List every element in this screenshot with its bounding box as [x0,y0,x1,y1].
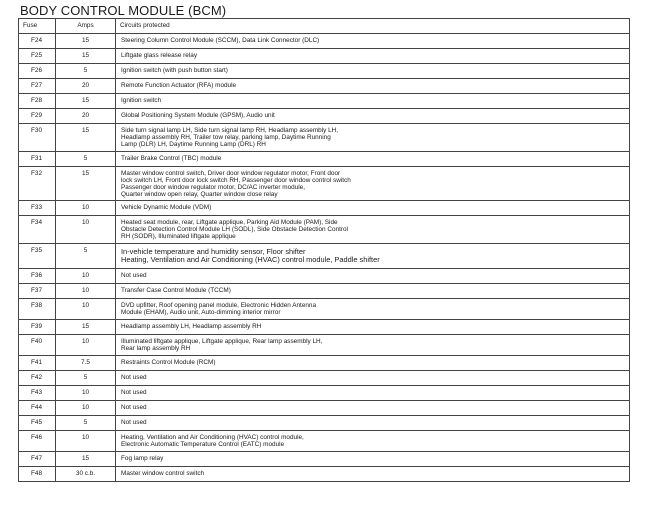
amps-cell: 15 [56,124,116,152]
circuit-line: Not used [121,374,147,381]
column-header-circuits: Circuits protected [116,19,630,34]
amps-cell: 5 [56,371,116,386]
table-row [19,386,630,401]
fuse-cell: F40 [19,335,56,356]
table-row [19,244,630,269]
circuits-cell [116,34,630,49]
fuse-cell: F48 [19,467,56,482]
circuits-cell [116,452,630,467]
circuits-cell [116,416,630,431]
amps-cell: 30 c.b. [56,467,116,482]
table-row [19,34,630,49]
circuit-line: Side turn signal lamp LH, Side turn signal lamp RH, Headlamp assembly LH, [121,127,339,134]
table-row [19,216,630,244]
amps-cell: 5 [56,64,116,79]
amps-cell: 5 [56,244,116,269]
circuit-line: Not used [121,404,147,411]
circuits-cell [116,167,630,201]
circuits-cell [116,386,630,401]
circuit-line: lock switch LH, Front door lock switch RH, Passenger door window control switch [121,176,351,184]
fuse-cell: F37 [19,284,56,299]
fuse-table-container [18,18,630,482]
circuits-cell [116,152,630,167]
fuse-cell: F26 [19,64,56,79]
amps-cell: 15 [56,49,116,64]
amps-cell: 15 [56,34,116,49]
table-row [19,452,630,467]
fuse-table-body [19,34,630,482]
fuse-cell: F39 [19,320,56,335]
table-row [19,284,630,299]
table-row [19,320,630,335]
fuse-cell: F47 [19,452,56,467]
fuse-cell: F36 [19,269,56,284]
circuit-line: Not used [121,389,147,396]
amps-cell: 15 [56,167,116,201]
circuit-line: Heating, Ventilation and Air Conditioning (HVAC) control module, Paddle shifter [121,254,380,264]
circuit-line: Fog lamp relay [121,455,164,462]
circuit-line: Illuminated liftgate applique, Liftgate applique, Rear lamp assembly LH, [121,338,323,345]
circuit-line: Heating, Ventilation and Air Conditioning (HVAC) control module, [121,434,304,441]
amps-cell: 10 [56,284,116,299]
amps-cell: 10 [56,269,116,284]
circuits-cell [116,79,630,94]
circuits-cell [116,64,630,79]
table-row [19,269,630,284]
circuit-line: Module (EHAM), Audio unit, Auto-dimming interior mirror [121,308,281,316]
fuse-cell: F35 [19,244,56,269]
table-row [19,79,630,94]
circuit-line: DVD upfitter, Roof opening panel module, Electronic Hidden Antenna [121,302,317,309]
circuit-line: Quarter window open relay, Quarter window close relay [121,190,278,198]
fuse-cell: F31 [19,152,56,167]
amps-cell: 10 [56,386,116,401]
circuit-line: Master window control switch, Driver door window regulator motor, Front door [121,170,341,177]
table-row [19,299,630,320]
fuse-cell: F27 [19,79,56,94]
table-row [19,467,630,482]
circuits-cell [116,401,630,416]
page-title: BODY CONTROL MODULE (BCM) [20,3,227,18]
circuit-line: Transfer Case Control Module (TCCM) [121,287,231,294]
fuse-cell: F43 [19,386,56,401]
circuits-cell [116,49,630,64]
amps-cell: 20 [56,79,116,94]
fuse-cell: F24 [19,34,56,49]
table-row [19,49,630,64]
fuse-cell: F25 [19,49,56,64]
amps-cell: 5 [56,416,116,431]
circuit-line: Steering Column Control Module (SCCM), Data Link Connector (DLC) [121,37,320,44]
table-row [19,109,630,124]
fuse-cell: F32 [19,167,56,201]
circuits-cell [116,216,630,244]
circuits-cell [116,320,630,335]
circuit-line: Heated seat module, rear, Liftgate applique, Parking Aid Module (PAM), Side [121,219,338,226]
fuse-cell: F45 [19,416,56,431]
fuse-cell: F30 [19,124,56,152]
fuse-cell: F34 [19,216,56,244]
circuits-cell [116,244,630,269]
circuit-line: Obstacle Detection Control Module LH (SODL), Side Obstacle Detection Control [121,225,348,233]
circuit-line: Electronic Automatic Temperature Control (EATC) module [121,440,285,448]
circuits-cell [116,201,630,216]
table-row [19,371,630,386]
circuit-line: Headlamp assembly LH, Headlamp assembly RH [121,323,262,330]
circuit-line: In-vehicle temperature and humidity sensor, Floor shifter [121,247,306,256]
table-row [19,431,630,452]
circuits-cell [116,299,630,320]
fuse-cell: F46 [19,431,56,452]
circuit-line: Global Positioning System Module (GPSM), Audio unit [121,112,275,119]
amps-cell: 15 [56,320,116,335]
table-row [19,94,630,109]
circuits-cell [116,335,630,356]
amps-cell: 7.5 [56,356,116,371]
column-header-amps: Amps [56,19,116,34]
amps-cell: 15 [56,452,116,467]
circuits-cell [116,284,630,299]
fuse-table [18,18,630,482]
amps-cell: 15 [56,94,116,109]
circuit-line: Not used [121,272,147,279]
circuits-cell [116,109,630,124]
fuse-cell: F44 [19,401,56,416]
table-row [19,201,630,216]
amps-cell: 10 [56,335,116,356]
amps-cell: 10 [56,431,116,452]
circuit-line: RH (SODR), Illuminated liftgate applique [121,232,236,240]
circuits-cell [116,269,630,284]
circuit-line: Rear lamp assembly RH [121,344,191,352]
column-header-fuse: Fuse [19,19,56,34]
amps-cell: 10 [56,299,116,320]
table-row [19,64,630,79]
circuit-line: Liftgate glass release relay [121,52,198,59]
fuse-cell: F41 [19,356,56,371]
fuse-cell: F38 [19,299,56,320]
table-row [19,401,630,416]
amps-cell: 20 [56,109,116,124]
circuit-line: Ignition switch [121,97,162,104]
circuit-line: Trailer Brake Control (TBC) module [121,155,222,162]
circuit-line: Vehicle Dynamic Module (VDM) [121,204,212,211]
table-row [19,124,630,152]
circuit-line: Not used [121,419,147,426]
table-row [19,335,630,356]
table-row [19,416,630,431]
fuse-cell: F28 [19,94,56,109]
amps-cell: 10 [56,216,116,244]
circuit-line: Master window control switch [121,470,205,477]
circuit-line: Lamp (DLR) LH, Daytime Running Lamp (DRL) RH [121,140,266,148]
circuit-line: Ignition switch (with push button start) [121,67,228,74]
fuse-cell: F29 [19,109,56,124]
amps-cell: 10 [56,201,116,216]
table-row [19,356,630,371]
circuits-cell [116,356,630,371]
circuits-cell [116,371,630,386]
circuit-line: Remote Function Actuator (RFA) module [121,82,237,89]
fuse-cell: F33 [19,201,56,216]
table-row [19,167,630,201]
circuit-line: Passenger door window regulator motor, DC/AC inverter module, [121,183,305,191]
circuit-line: Headlamp assembly RH, Trailer tow relay, parking lamp, Daytime Running [121,133,331,141]
table-row [19,152,630,167]
amps-cell: 10 [56,401,116,416]
fuse-cell: F42 [19,371,56,386]
circuits-cell [116,467,630,482]
circuits-cell [116,124,630,152]
amps-cell: 5 [56,152,116,167]
circuits-cell [116,431,630,452]
circuit-line: Restraints Control Module (RCM) [121,359,216,366]
table-header-row [19,19,630,34]
circuits-cell [116,94,630,109]
